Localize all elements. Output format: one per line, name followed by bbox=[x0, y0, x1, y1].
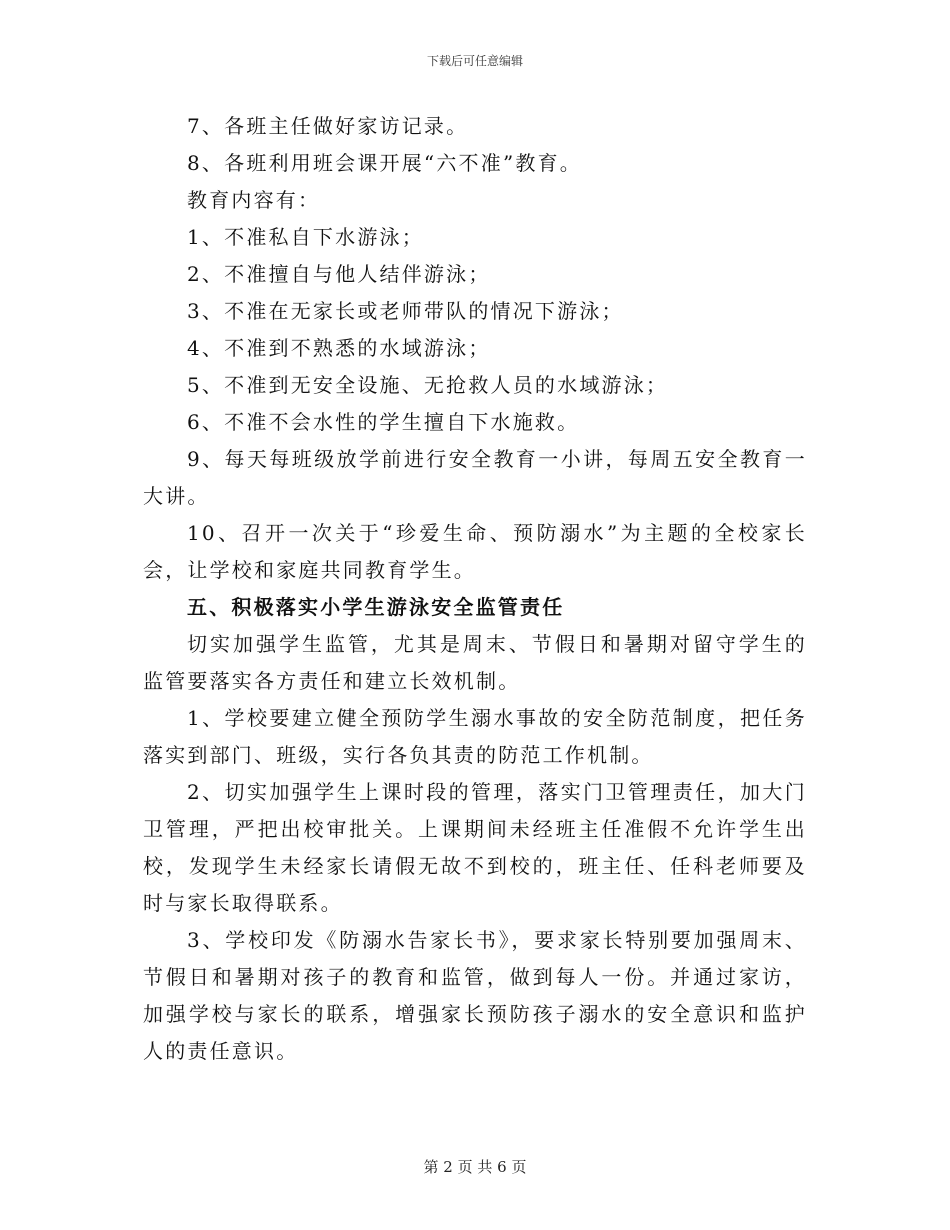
rule-item-3: 3、不准在无家长或老师带队的情况下游泳； bbox=[187, 299, 624, 323]
rule-item-1: 1、不准私自下水游泳； bbox=[187, 225, 424, 249]
page-footer: 第 2 页 共 6 页 bbox=[423, 1158, 527, 1176]
rule-item-6: 6、不准不会水性的学生擅自下水施救。 bbox=[187, 410, 580, 434]
document-body bbox=[143, 108, 807, 1070]
list-item-10: 10、召开一次关于“珍爱生命、预防溺水”为主题的全校家长会，让学校和家庭共同教育学生。 bbox=[143, 521, 807, 582]
list-item-7: 7、各班主任做好家访记录。 bbox=[187, 114, 469, 138]
section-heading: 五、积极落实小学生游泳安全监管责任 bbox=[187, 595, 565, 619]
rule-item-2: 2、不准擅自与他人结伴游泳； bbox=[187, 262, 491, 286]
rule-item-4: 4、不准到不熟悉的水域游泳； bbox=[187, 336, 491, 360]
education-content-label: 教育内容有： bbox=[187, 188, 321, 212]
measure-item-3: 3、学校印发《防溺水告家长书》，要求家长特别要加强周末、节假日和暑期对孩子的教育和监管，做到每人一份。并通过家访，加强学校与家长的联系，增强家长预防孩子溺水的安全意识和监护人的责任意识。 bbox=[143, 928, 807, 1063]
rule-item-5: 5、不准到无安全设施、无抢救人员的水域游泳； bbox=[187, 373, 669, 397]
section-intro: 切实加强学生监管，尤其是周末、节假日和暑期对留守学生的监管要落实各方责任和建立长效机制。 bbox=[143, 632, 807, 693]
list-item-9: 9、每天每班级放学前进行安全教育一小讲，每周五安全教育一大讲。 bbox=[143, 447, 807, 508]
measure-item-2: 2、切实加强学生上课时段的管理，落实门卫管理责任，加大门卫管理，严把出校审批关。上课期间未经班主任准假不允许学生出校，发现学生未经家长请假无故不到校的，班主任、任科老师要及时与家长取得联系。 bbox=[143, 780, 807, 915]
list-item-8: 8、各班利用班会课开展“六不准”教育。 bbox=[187, 151, 582, 175]
measure-item-1: 1、学校要建立健全预防学生溺水事故的安全防范制度，把任务落实到部门、班级，实行各负其责的防范工作机制。 bbox=[143, 706, 807, 767]
page-header: 下载后可任意编辑 bbox=[426, 54, 523, 68]
